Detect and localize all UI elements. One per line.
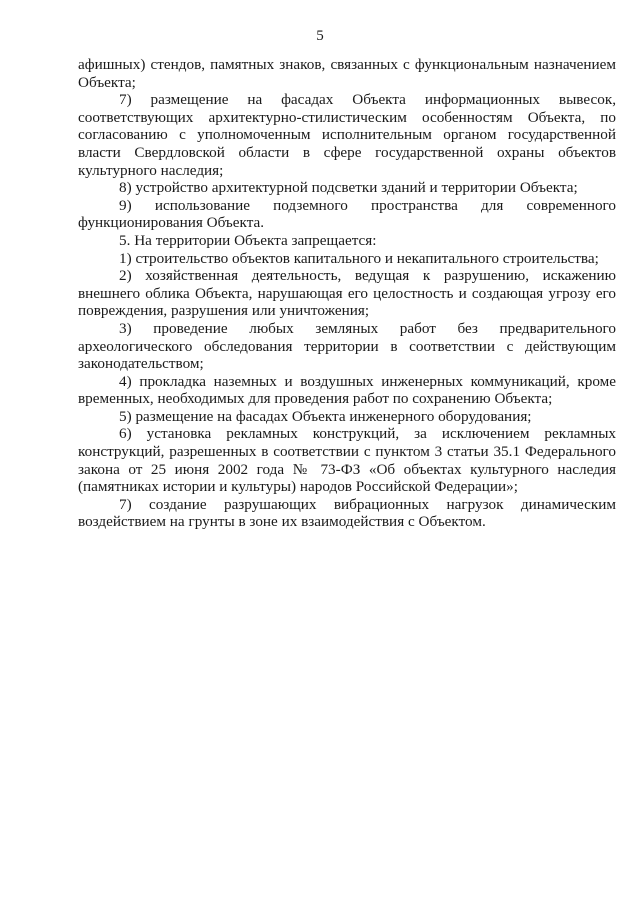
paragraph-continuation: афишных) стендов, памятных знаков, связанных с функциональным назначением Объекта;: [78, 56, 616, 91]
document-body: [78, 56, 616, 531]
prohibition-item-7: 7) создание разрушающих вибрационных нагрузок динамическим воздействием на грунты в зоне их взаимодействия с Объектом.: [78, 495, 616, 531]
prohibition-item-1: 1) строительство объектов капитального и некапитального строительства;: [119, 249, 599, 267]
prohibition-item-5: 5) размещение на фасадах Объекта инженерного оборудования;: [119, 407, 532, 425]
paragraph-item-9-underground: 9) использование подземного пространства для современного функционирования Объекта.: [78, 196, 616, 232]
prohibition-item-2: 2) хозяйственная деятельность, ведущая к разрушению, искажению внешнего облика Объекта, нарушающая его целостность и создающая угрозу его повреждения, разрушения или уничтожения;: [78, 267, 616, 320]
paragraph-item-7-signs: 7) размещение на фасадах Объекта информационных вывесок, соответствующих архитектурно-стилистическим особенностям Объекта, по согласованию с уполномоченным исполнительным органом государственной власти Свердловской области в сфере государственной охраны объектов культурного наследия;: [78, 91, 616, 179]
section-5-heading: 5. На территории Объекта запрещается:: [119, 231, 377, 249]
paragraph-item-8-lighting: 8) устройство архитектурной подсветки зданий и территории Объекта;: [119, 179, 578, 197]
prohibition-item-3: 3) проведение любых земляных работ без предварительного археологического обследования территории в соответствии с действующим законодательством;: [78, 319, 616, 373]
page-number: 5: [316, 28, 324, 44]
prohibition-item-4: 4) прокладка наземных и воздушных инженерных коммуникаций, кроме временных, необходимых для проведения работ по сохранению Объекта;: [78, 372, 616, 408]
prohibition-item-6: 6) установка рекламных конструкций, за исключением рекламных конструкций, разрешенных в соответствии с пунктом 3 статьи 35.1 Федерального закона от 25 июня 2002 года № 73-ФЗ «Об объектах культурного наследия (памятниках истории и культуры) народов Российской Федерации»;: [78, 425, 616, 496]
